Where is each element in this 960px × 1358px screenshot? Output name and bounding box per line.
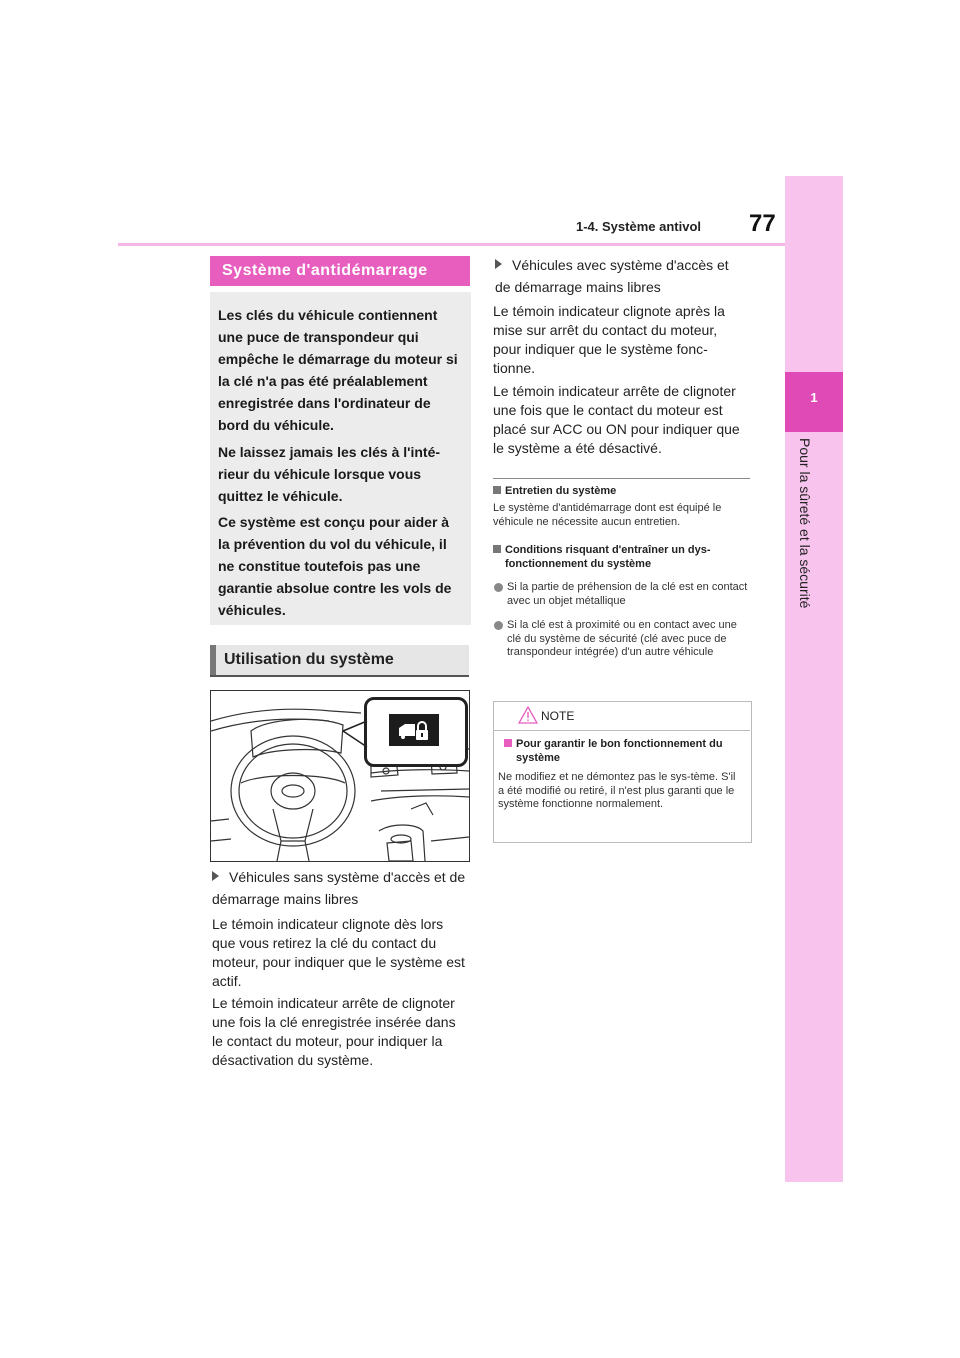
usage-heading-marker [210, 645, 216, 676]
square-bullet-icon [493, 545, 501, 553]
malfunction-item-1: Si la partie de préhension de la clé est en contact avec un objet métallique [507, 581, 748, 607]
maintenance-heading [493, 484, 750, 498]
maintenance-text: Le système d'antidémarrage dont est équipé le véhicule ne nécessite aucun entretien. [493, 502, 722, 528]
without-smart-key-title: Véhicules sans système d'accès et de démarrage mains libres [212, 869, 466, 907]
immobilizer-paragraph-3: Ce système est conçu pour aider à la prévention du vol du véhicule, il ne constitue toutefois pas une garantie absolue contre les vols de véhicules. [218, 514, 452, 618]
immobilizer-paragraph-1: Les clés du véhicule contiennent une puce de transpondeur qui empêche le démarrage du moteur si la clé n'a pas été préalablement enregistrée dans l'ordinateur de bord du véhicule. [218, 307, 458, 433]
square-bullet-icon [504, 739, 512, 747]
usage-heading: Utilisation du système [224, 651, 394, 668]
without-smart-key-heading [212, 866, 472, 910]
note-text: Ne modifiez et ne démontez pas le sys-tème. S'il a été modifié ou retiré, il n'est plus garanti que le système fonctionne normalement. [498, 771, 736, 810]
callout-pointer [211, 691, 469, 861]
with-smart-key-title: Véhicules avec système d'accès et de démarrage mains libres [495, 257, 729, 295]
section-divider [493, 478, 750, 479]
with-smart-key-paragraph-2: Le témoin indicateur arrête de clignoter une fois que le contact du moteur est placé sur ACC ou ON pour indiquer que le système a été désactivé. [493, 383, 740, 456]
with-smart-key-heading [495, 254, 747, 298]
warning-triangle-icon [518, 706, 538, 724]
immobilizer-paragraph-2: Ne laissez jamais les clés à l'inté-rieur du véhicule lorsque vous quittez le véhicule. [218, 444, 441, 504]
malfunction-item-2: Si la clé est à proximité ou en contact avec une clé du système de sécurité (clé avec puce de transpondeur intégrée) d'un autre véhicule [507, 619, 737, 658]
dashboard-illustration [210, 690, 470, 862]
circle-bullet-icon [494, 583, 503, 592]
without-smart-key-paragraph-1: Le témoin indicateur clignote dès lors que vous retirez la clé du contact du moteur, pour indiquer que le système est actif. [212, 916, 465, 989]
circle-bullet-icon [494, 621, 503, 630]
note-label: NOTE [541, 709, 575, 723]
without-smart-key-paragraph-2: Le témoin indicateur arrête de clignoter une fois la clé enregistrée insérée dans le contact du moteur, pour indiquer la désactivation du système. [212, 995, 456, 1068]
immobilizer-heading: Système d'antidémarrage [222, 262, 428, 279]
note-heading-text: Pour garantir le bon fonctionnement du système [516, 738, 723, 764]
bullet-arrow-icon [212, 871, 219, 881]
square-bullet-icon [493, 486, 501, 494]
chapter-number: 1 [810, 390, 818, 405]
malfunction-heading [493, 543, 750, 571]
note-heading [504, 737, 744, 765]
malfunction-heading-text: Conditions risquant d'entraîner un dys-fonctionnement du système [505, 544, 711, 570]
header-rule [118, 243, 785, 246]
chapter-side-tab [785, 176, 843, 1182]
with-smart-key-paragraph-1: Le témoin indicateur clignote après la mise sur arrêt du contact du moteur, pour indiquer que le système fonc-tionne. [493, 303, 725, 376]
maintenance-heading-text: Entretien du système [505, 485, 617, 497]
bullet-arrow-icon [495, 259, 502, 269]
section-title: 1-4. Système antivol [576, 219, 701, 234]
chapter-title: Pour la sûreté et la sécurité [797, 438, 813, 609]
usage-heading-rule [210, 675, 469, 677]
page-number: 77 [749, 210, 776, 237]
